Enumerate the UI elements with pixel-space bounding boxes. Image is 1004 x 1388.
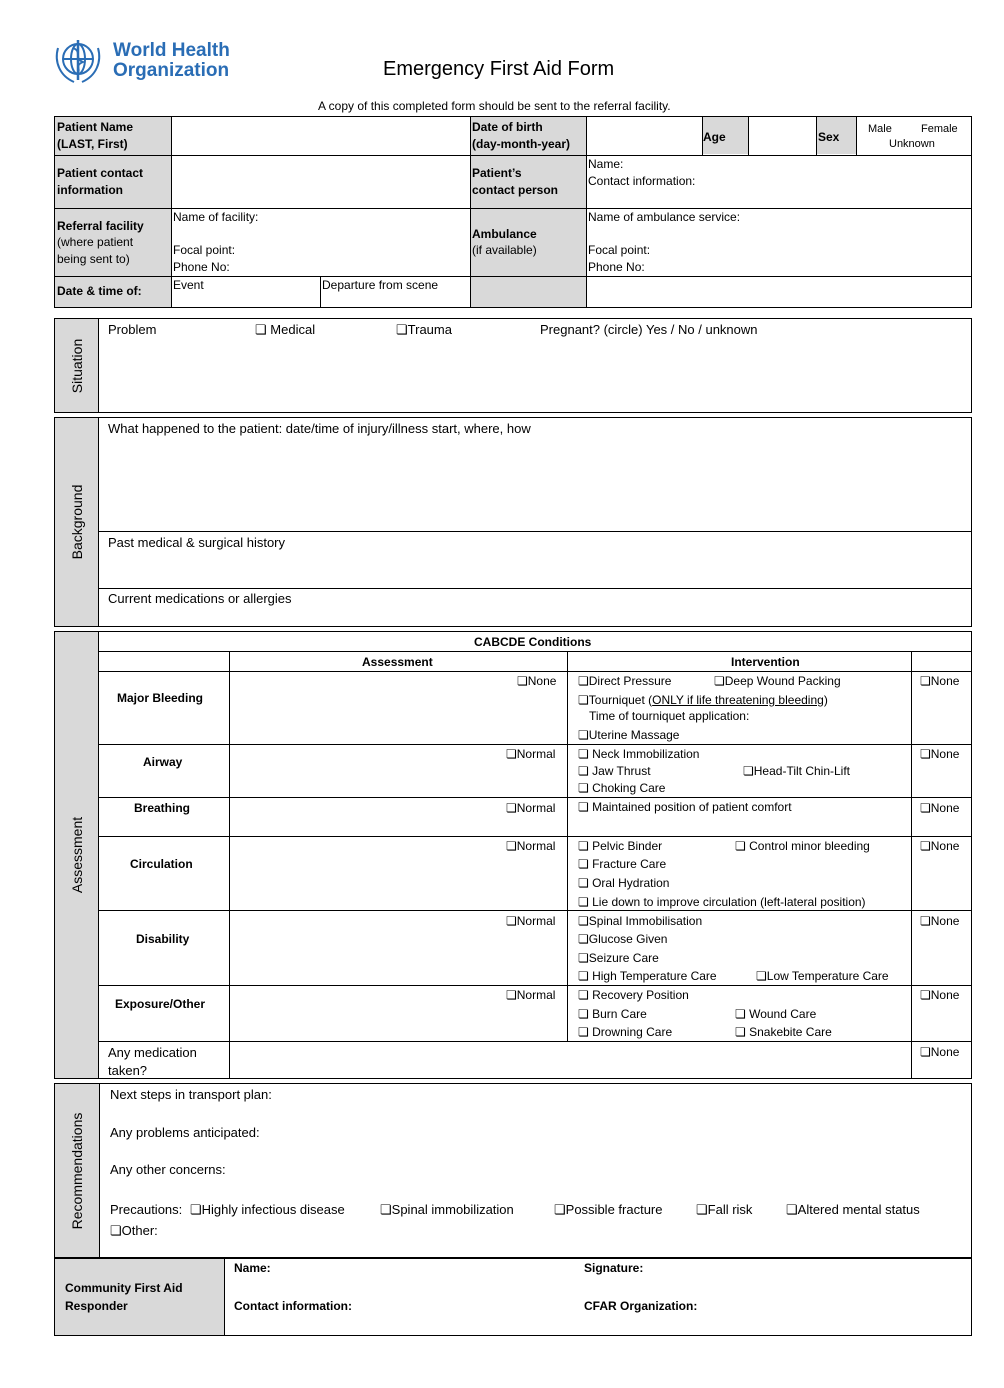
contact-person-label: Patient’s xyxy=(472,166,522,180)
disability-assess-normal[interactable]: ❏ Normal xyxy=(506,914,555,929)
lie-down-checkbox[interactable]: ❏ Lie down to improve circulation (left-lateral position) xyxy=(578,895,866,910)
form-subtitle: A copy of this completed form should be sent to the referral facility. xyxy=(318,99,671,113)
checkbox-icon xyxy=(756,969,767,983)
burn-care-checkbox[interactable]: ❏ Burn Care xyxy=(578,1007,647,1022)
checkbox-icon xyxy=(190,1202,202,1217)
medical-checkbox[interactable]: ❏ Medical xyxy=(255,322,315,337)
checkbox-icon xyxy=(578,839,589,853)
age-field[interactable] xyxy=(749,117,815,154)
fall-risk-checkbox[interactable]: ❏ Fall risk xyxy=(696,1202,752,1217)
breathing-intervention-none[interactable]: ❏ None xyxy=(920,801,959,816)
responder-signature-field[interactable]: Signature: xyxy=(584,1261,644,1275)
checkbox-icon xyxy=(578,895,589,909)
dob-sublabel: (day-month-year) xyxy=(472,137,571,151)
checkbox-icon xyxy=(578,932,589,946)
checkbox-icon xyxy=(920,914,931,928)
responder-contact-field[interactable]: Contact information: xyxy=(234,1299,352,1313)
patient-name-sublabel: (LAST, First) xyxy=(57,137,128,151)
row-label-disability: Disability xyxy=(136,932,190,946)
highly-infectious-checkbox[interactable]: ❏ Highly infectious disease xyxy=(190,1202,345,1217)
checkbox-icon xyxy=(578,674,589,688)
who-emblem-icon xyxy=(50,34,106,88)
medication-none[interactable]: ❏ None xyxy=(920,1045,959,1060)
medication-taken-label: Any medication xyxy=(108,1045,197,1060)
altered-mental-status-checkbox[interactable]: ❏ Altered mental status xyxy=(786,1202,920,1217)
departure-time-field[interactable]: Departure from scene xyxy=(322,278,439,292)
patient-contact-field[interactable] xyxy=(172,156,469,207)
checkbox-icon xyxy=(506,914,517,928)
patient-comfort-checkbox[interactable]: ❏ Maintained position of patient comfort xyxy=(578,800,792,815)
tourniquet-checkbox[interactable]: ❏ Tourniquet (ONLY if life threatening bleeding) xyxy=(578,693,828,708)
patient-name-label: Patient Name xyxy=(57,120,134,134)
spinal-immobilization-checkbox[interactable]: ❏ Spinal immobilization xyxy=(380,1202,514,1217)
checkbox-icon xyxy=(578,781,589,795)
referral-facility-sublabel1: (where patient xyxy=(57,235,134,249)
ambulance-phone-field[interactable]: Phone No: xyxy=(588,260,645,274)
oral-hydration-checkbox[interactable]: ❏ Oral Hydration xyxy=(578,876,669,891)
ambulance-focal-field[interactable]: Focal point: xyxy=(588,243,651,257)
checkbox-icon xyxy=(696,1202,708,1217)
checkbox-icon xyxy=(255,322,267,337)
datetime-label: Date & time of: xyxy=(57,284,142,298)
sex-label: Sex xyxy=(818,130,840,144)
airway-intervention-none[interactable]: ❏ None xyxy=(920,747,959,762)
logo-text-line2: Organization xyxy=(113,60,230,81)
drowning-care-checkbox[interactable]: ❏ Drowning Care xyxy=(578,1025,672,1040)
checkbox-icon xyxy=(578,728,589,742)
disability-intervention-none[interactable]: ❏ None xyxy=(920,914,959,929)
dob-label: Date of birth xyxy=(472,120,543,134)
medication-taken-field[interactable] xyxy=(230,1042,910,1078)
row-label-circulation: Circulation xyxy=(130,857,193,871)
ambulance-sublabel: (if available) xyxy=(472,243,537,257)
checkbox-icon xyxy=(920,747,931,761)
other-concerns-field[interactable]: Any other concerns: xyxy=(110,1162,226,1177)
sex-unknown-option[interactable]: Unknown xyxy=(889,138,935,150)
logo-text-line1: World Health xyxy=(113,40,230,61)
next-steps-field[interactable]: Next steps in transport plan: xyxy=(110,1087,272,1102)
contact-person-name[interactable]: Name: xyxy=(588,157,624,171)
checkbox-icon xyxy=(506,988,517,1002)
checkbox-icon xyxy=(578,857,589,871)
age-label: Age xyxy=(703,130,726,144)
situation-side-label: Situation xyxy=(54,318,99,413)
facility-focal-field[interactable]: Focal point: xyxy=(173,243,236,257)
checkbox-icon xyxy=(506,839,517,853)
checkbox-icon xyxy=(735,1025,746,1039)
checkbox-icon xyxy=(578,914,589,928)
responder-org-field[interactable]: CFAR Organization: xyxy=(584,1299,698,1313)
responder-label: Community First Aid xyxy=(65,1281,183,1295)
exposure-assess-normal[interactable]: ❏ Normal xyxy=(506,988,555,1003)
row-label-exposure: Exposure/Other xyxy=(115,997,206,1011)
wound-care-checkbox[interactable]: ❏ Wound Care xyxy=(735,1007,816,1022)
who-logo xyxy=(50,34,230,88)
row-label-major-bleeding: Major Bleeding xyxy=(117,691,204,705)
precautions-row xyxy=(110,1202,182,1217)
history-field[interactable]: Past medical & surgical history xyxy=(108,535,286,550)
medications-field[interactable]: Current medications or allergies xyxy=(108,591,292,606)
event-time-field[interactable]: Event xyxy=(173,278,204,292)
checkbox-icon xyxy=(578,693,589,707)
bleeding-intervention-none[interactable]: ❏ None xyxy=(920,674,959,689)
facility-phone-field[interactable]: Phone No: xyxy=(173,260,230,274)
high-temperature-checkbox[interactable]: ❏ High Temperature Care xyxy=(578,969,717,984)
ambulance-name-field[interactable]: Name of ambulance service: xyxy=(588,210,741,224)
head-tilt-checkbox[interactable]: ❏ Head-Tilt Chin-Lift xyxy=(743,764,850,779)
checkbox-icon xyxy=(920,674,931,688)
jaw-thrust-checkbox[interactable]: ❏ Jaw Thrust xyxy=(578,764,651,779)
sex-male-option[interactable]: Male xyxy=(868,123,892,135)
checkbox-icon xyxy=(554,1202,566,1217)
checkbox-icon xyxy=(506,801,517,815)
checkbox-icon xyxy=(396,322,408,337)
checkbox-icon xyxy=(735,839,746,853)
checkbox-icon xyxy=(578,747,589,761)
direct-pressure-checkbox[interactable]: ❏ Direct Pressure xyxy=(578,674,671,689)
pregnant-question[interactable]: Pregnant? (circle) Yes / No / unknown xyxy=(540,322,758,337)
low-temperature-checkbox[interactable]: ❏ Low Temperature Care xyxy=(756,969,889,984)
assessment-side-label: Assessment xyxy=(54,631,99,1079)
circulation-assess-normal[interactable]: ❏ Normal xyxy=(506,839,555,854)
checkbox-icon xyxy=(578,876,589,890)
seizure-care-checkbox[interactable]: ❏ Seizure Care xyxy=(578,951,659,966)
checkbox-icon xyxy=(578,800,589,814)
dob-field[interactable] xyxy=(587,117,701,154)
checkbox-icon xyxy=(743,764,754,778)
tourniquet-time-field[interactable]: Time of tourniquet application: xyxy=(589,709,750,723)
neck-immobilization-checkbox[interactable]: ❏ Neck Immobilization xyxy=(578,747,699,762)
pelvic-binder-checkbox[interactable]: ❏ Pelvic Binder xyxy=(578,839,662,854)
checkbox-icon xyxy=(506,747,517,761)
bleeding-assess-none[interactable]: ❏ None xyxy=(517,674,556,689)
spinal-immobilisation-checkbox[interactable]: ❏ Spinal Immobilisation xyxy=(578,914,702,929)
assessment-col-header: Assessment xyxy=(362,655,433,669)
circulation-intervention-none[interactable]: ❏ None xyxy=(920,839,959,854)
deep-wound-packing-checkbox[interactable]: ❏ Deep Wound Packing xyxy=(714,674,841,689)
checkbox-icon xyxy=(578,951,589,965)
checkbox-icon xyxy=(517,674,528,688)
fracture-care-checkbox[interactable]: ❏ Fracture Care xyxy=(578,857,666,872)
choking-care-checkbox[interactable]: ❏ Choking Care xyxy=(578,781,665,796)
other-precaution-checkbox[interactable]: ❏ Other: xyxy=(110,1223,158,1238)
checkbox-icon xyxy=(578,764,589,778)
patient-name-field[interactable] xyxy=(172,117,469,154)
checkbox-icon xyxy=(578,988,589,1002)
glucose-given-checkbox[interactable]: ❏ Glucose Given xyxy=(578,932,667,947)
precautions-label: Precautions: xyxy=(110,1202,183,1217)
patient-contact-label: Patient contact xyxy=(57,166,144,180)
checkbox-icon xyxy=(735,1007,746,1021)
row-label-breathing: Breathing xyxy=(134,801,191,815)
checkbox-icon xyxy=(920,988,931,1002)
situation-section xyxy=(54,318,972,413)
form-title: Emergency First Aid Form xyxy=(383,58,615,80)
responder-name-field[interactable]: Name: xyxy=(234,1261,271,1275)
checkbox-icon xyxy=(714,674,725,688)
row-label-airway: Airway xyxy=(143,755,183,769)
breathing-assess-normal[interactable]: ❏ Normal xyxy=(506,801,555,816)
uterine-massage-checkbox[interactable]: ❏ Uterine Massage xyxy=(578,728,679,743)
checkbox-icon xyxy=(920,1045,931,1059)
what-happened-field[interactable]: What happened to the patient: date/time of injury/illness start, where, how xyxy=(108,421,531,436)
cabcde-header: CABCDE Conditions xyxy=(474,635,592,649)
airway-assess-normal[interactable]: ❏ Normal xyxy=(506,747,555,762)
control-minor-bleeding-checkbox[interactable]: ❏ Control minor bleeding xyxy=(735,839,870,854)
snakebite-care-checkbox[interactable]: ❏ Snakebite Care xyxy=(735,1025,832,1040)
checkbox-icon xyxy=(786,1202,798,1217)
medication-taken-label2: taken? xyxy=(108,1063,148,1078)
checkbox-icon xyxy=(920,801,931,815)
problem-label: Problem xyxy=(108,322,157,337)
checkbox-icon xyxy=(110,1223,122,1238)
checkbox-icon xyxy=(578,969,589,983)
checkbox-icon xyxy=(578,1007,589,1021)
contact-person-sublabel: contact person xyxy=(472,183,559,197)
contact-person-info[interactable]: Contact information: xyxy=(588,174,696,188)
checkbox-icon xyxy=(578,1025,589,1039)
exposure-intervention-none[interactable]: ❏ None xyxy=(920,988,959,1003)
facility-name-field[interactable]: Name of facility: xyxy=(173,210,259,224)
possible-fracture-checkbox[interactable]: ❏ Possible fracture xyxy=(554,1202,662,1217)
recommendations-side-label: Recommendations xyxy=(54,1083,100,1258)
patient-contact-sublabel: information xyxy=(57,183,123,197)
referral-facility-label: Referral facility xyxy=(57,219,144,233)
background-side-label: Background xyxy=(54,417,99,627)
sex-female-option[interactable]: Female xyxy=(921,123,958,135)
intervention-col-header: Intervention xyxy=(731,655,800,669)
checkbox-icon xyxy=(380,1202,392,1217)
ambulance-label: Ambulance xyxy=(472,227,537,241)
checkbox-icon xyxy=(920,839,931,853)
responder-sublabel: Responder xyxy=(65,1299,128,1313)
referral-facility-sublabel2: being sent to) xyxy=(57,252,130,266)
trauma-checkbox[interactable]: ❏ Trauma xyxy=(396,322,452,337)
problems-anticipated-field[interactable]: Any problems anticipated: xyxy=(110,1125,260,1140)
recovery-position-checkbox[interactable]: ❏ Recovery Position xyxy=(578,988,689,1003)
